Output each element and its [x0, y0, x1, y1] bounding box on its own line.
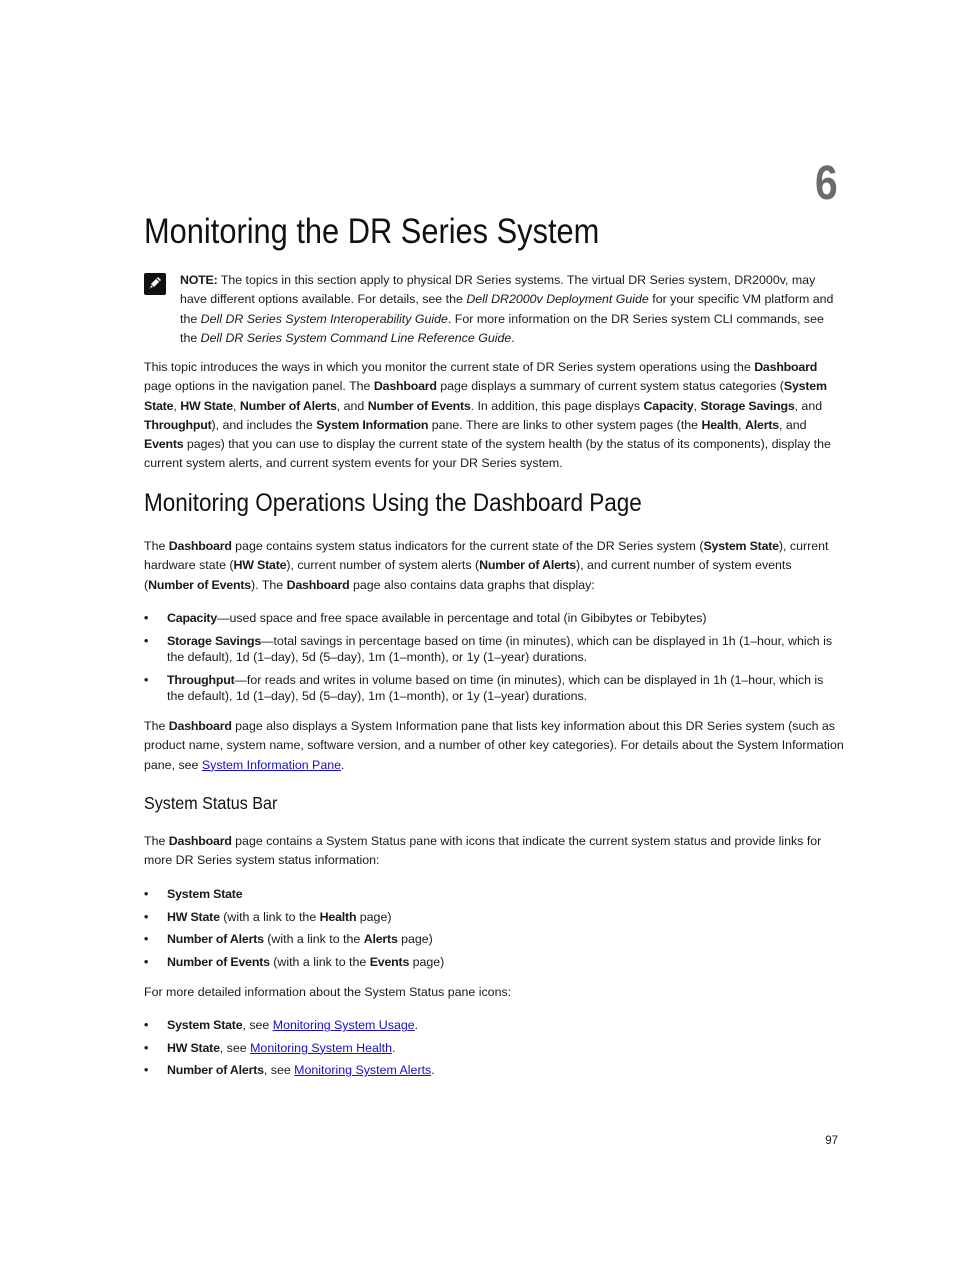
- text: .: [431, 1063, 435, 1077]
- text: ,: [738, 417, 746, 432]
- note-text-part: . For more information on the DR Series system CLI commands, see the: [180, 311, 824, 345]
- list-item: [144, 954, 844, 971]
- system-information-pane-link[interactable]: System Information Pane: [201, 757, 341, 772]
- text: .: [391, 1040, 396, 1055]
- text: —for reads and writes in volume based on time (in minutes), which can be displayed in 1h (1–hour, which is the default), 1d (1–day), 5d (5–day), 1m (1–month), or 1y (1–year) durations.: [167, 672, 824, 703]
- text: page contains a System Status pane with icons that indicate the current system status and provide links for more DR Series system status information:: [144, 834, 822, 868]
- chapter-number: 6: [815, 157, 838, 210]
- chapter-title: Monitoring the DR Series System: [144, 212, 600, 251]
- term: Dashboard: [754, 360, 818, 374]
- term: Number of Alerts: [239, 398, 337, 413]
- text: ), current hardware state (: [144, 539, 829, 573]
- text: page): [356, 909, 392, 924]
- note-pencil-icon: [144, 273, 166, 295]
- term: System State: [144, 379, 827, 413]
- text: ), and current number of system events (: [144, 558, 792, 592]
- status-pane-paragraph: [144, 832, 844, 871]
- term: HW State: [167, 909, 220, 924]
- term: Number of Alerts: [479, 558, 576, 573]
- icons-intro-paragraph: For more detailed information about the System Status pane icons:: [144, 985, 512, 999]
- text: The: [144, 719, 169, 733]
- monitoring-system-usage-link[interactable]: Monitoring System Usage: [272, 1018, 415, 1032]
- icons-link-list: [144, 1017, 844, 1079]
- text: ,: [233, 398, 240, 413]
- text: , and: [794, 398, 823, 413]
- text: .: [341, 757, 345, 772]
- text: page): [397, 932, 433, 946]
- text: pages) that you can use to display the current state of the system health (by the status of its components), display the current system alerts, and current system events for your DR Series system.: [144, 437, 831, 471]
- list-item: [144, 931, 844, 948]
- term: Dashboard: [373, 379, 437, 394]
- text: ), current number of system alerts (: [286, 558, 480, 573]
- dashboard-paragraph: [144, 537, 844, 595]
- monitoring-system-health-link[interactable]: Monitoring System Health: [250, 1040, 392, 1055]
- term: Throughput: [167, 672, 235, 687]
- list-item: [144, 672, 844, 705]
- text: page displays a summary of current system status categories (: [436, 379, 784, 394]
- text: page): [409, 954, 445, 969]
- intro-paragraph: [144, 358, 844, 474]
- text: .: [414, 1018, 419, 1032]
- term: System State: [167, 887, 243, 901]
- term: Number of Events: [167, 954, 270, 969]
- text: page also displays a System Information pane that lists key information about this DR Series system (such as product name, system name, software version, and a number of other key categories). For details about the System Information pane, see: [144, 719, 844, 772]
- text: (with a link to the: [263, 932, 364, 946]
- list-item: [144, 886, 844, 903]
- text: —used space and free space available in percentage and total (in Gibibytes or Tebibytes): [217, 611, 707, 625]
- doc-title-interoperability-guide: Dell DR Series System Interoperability Guide: [200, 311, 448, 326]
- text: ,: [173, 398, 181, 413]
- list-item: [144, 909, 844, 926]
- term: Dashboard: [168, 834, 232, 848]
- term: Alerts: [745, 417, 779, 432]
- term: Alerts: [363, 932, 398, 946]
- note-text: [180, 271, 844, 348]
- monitoring-system-alerts-link[interactable]: Monitoring System Alerts: [294, 1063, 432, 1077]
- graph-bullet-list: [144, 610, 844, 705]
- list-item: [144, 610, 844, 627]
- doc-title-deployment-guide: Dell DR2000v Deployment Guide: [466, 292, 649, 307]
- text: ). The: [250, 577, 287, 592]
- note-text-part: The topics in this section apply to physical DR Series systems. The virtual DR Series system, DR2000v, may have different options available. For details, see the: [180, 273, 816, 307]
- term: Capacity: [643, 398, 694, 413]
- term: HW State: [167, 1040, 220, 1055]
- term: System State: [703, 539, 779, 553]
- term: HW State: [180, 398, 233, 413]
- term: Number of Events: [367, 398, 471, 413]
- note-block: [144, 271, 844, 348]
- term: Number of Alerts: [167, 1063, 264, 1077]
- term: Dashboard: [168, 719, 232, 733]
- text: ,: [693, 398, 701, 413]
- term: Dashboard: [168, 539, 232, 553]
- term: Storage Savings: [167, 633, 262, 648]
- text: , see: [242, 1018, 273, 1032]
- text: , see: [263, 1063, 295, 1077]
- text: page contains system status indicators for the current state of the DR Series system (: [231, 539, 704, 553]
- text: , see: [219, 1040, 251, 1055]
- text: . In addition, this page displays: [470, 398, 644, 413]
- term: Number of Events: [148, 577, 251, 592]
- list-item: [144, 1017, 844, 1034]
- text: (with a link to the: [219, 909, 320, 924]
- text: ), and includes the: [211, 417, 317, 432]
- term: Health: [319, 909, 357, 924]
- text: —total savings in percentage based on time (in minutes), which can be displayed in 1h (1–hour, which is the default), 1d (1–day), 5d (5–day), 1m (1–month), or 1y (1–year) durations.: [167, 633, 833, 664]
- text: The: [144, 539, 169, 553]
- doc-title-cli-guide: Dell DR Series System Command Line Reference Guide: [200, 330, 512, 345]
- section-heading: Monitoring Operations Using the Dashboard Page: [144, 489, 642, 517]
- text: The: [144, 834, 169, 848]
- text: pane. There are links to other system pages (the: [428, 417, 702, 432]
- term: Number of Alerts: [167, 932, 264, 946]
- term: Events: [144, 437, 184, 452]
- text: page also contains data graphs that display:: [349, 577, 595, 592]
- list-item: [144, 633, 844, 666]
- text: page options in the navigation panel. The: [144, 379, 374, 394]
- page-number: 97: [825, 1135, 838, 1147]
- term: System Information: [316, 417, 429, 432]
- list-item: [144, 1040, 844, 1057]
- term: Throughput: [144, 417, 212, 432]
- list-item: [144, 1062, 844, 1079]
- system-info-paragraph: [144, 717, 844, 775]
- text: This topic introduces the ways in which you monitor the current state of DR Series system operations using the: [144, 360, 755, 374]
- term: Capacity: [167, 611, 218, 625]
- text: , and: [336, 398, 368, 413]
- term: Events: [369, 954, 410, 969]
- term: Health: [701, 417, 739, 432]
- note-label: NOTE:: [180, 273, 218, 287]
- term: Dashboard: [286, 577, 350, 592]
- text: (with a link to the: [269, 954, 370, 969]
- subsection-heading: System Status Bar: [144, 793, 278, 813]
- term: Storage Savings: [700, 398, 795, 413]
- note-text-part: for your specific VM platform and the: [180, 292, 834, 326]
- term: HW State: [233, 558, 287, 573]
- text: , and: [778, 417, 807, 432]
- note-text-part: .: [511, 330, 515, 345]
- term: System State: [167, 1018, 243, 1032]
- status-bullet-list: [144, 886, 844, 970]
